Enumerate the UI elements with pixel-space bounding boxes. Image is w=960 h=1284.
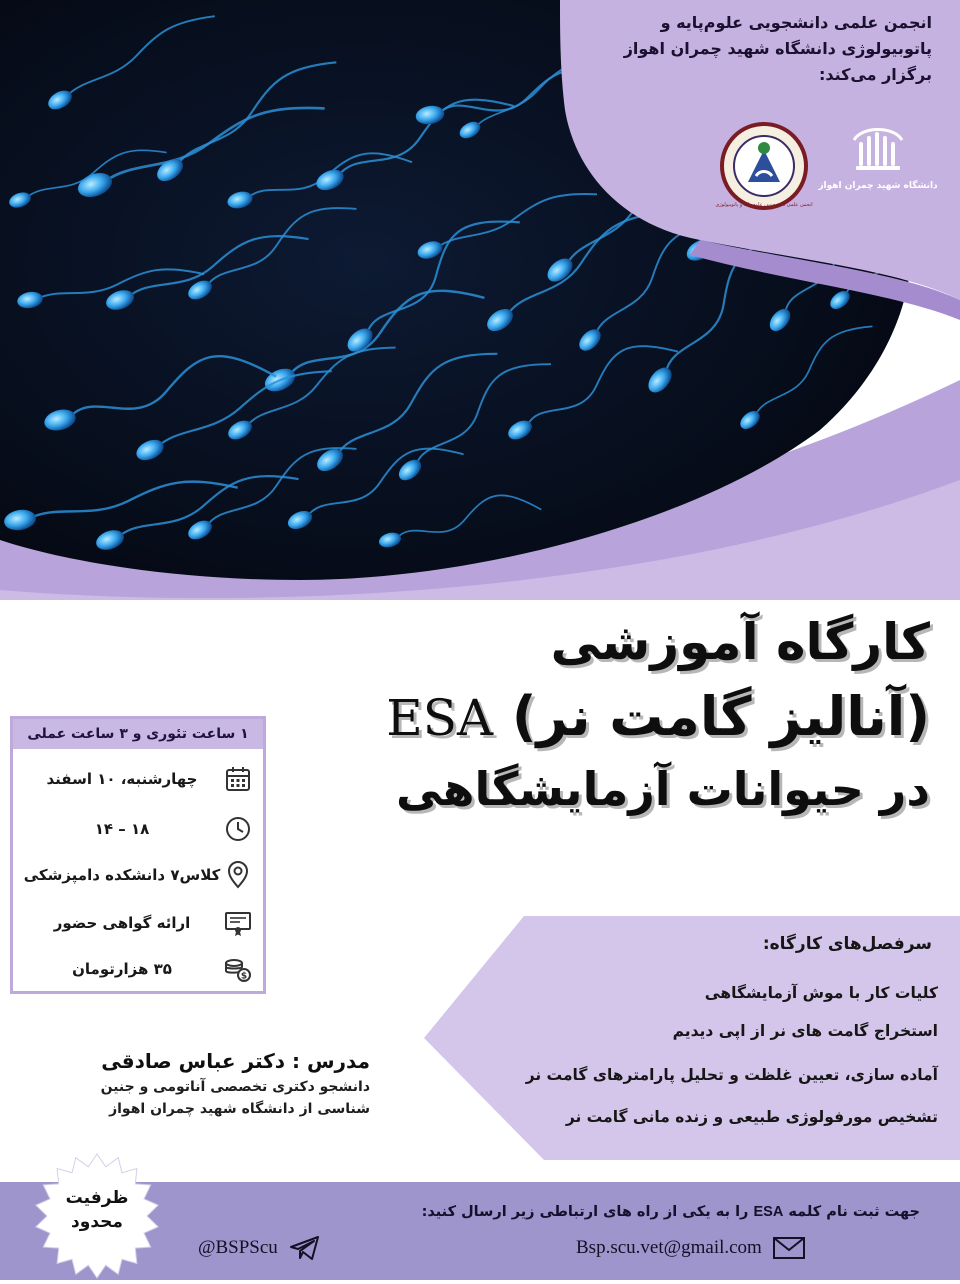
organizer-text (552, 10, 932, 88)
info-certificate: ارائه گواهی حضور (53, 914, 191, 932)
capacity-line-1: ظرفیت (65, 1188, 129, 1208)
registration-message-end: را به یکی از راه های ارتباطی زیر ارسال کنید: (421, 1204, 749, 1220)
telegram-handle[interactable]: @BSPScu (198, 1237, 278, 1258)
info-price-row (21, 949, 257, 989)
registration-message (422, 1204, 920, 1220)
organizer-line-3: برگزار می‌کند: (818, 65, 932, 84)
info-location: کلاس۷ دانشکده دامپزشکی (23, 866, 221, 884)
organizer-line-2: پاتوبیولوژی دانشگاه شهید چمران اهواز (623, 39, 932, 58)
title-acronym: ESA (386, 689, 494, 747)
info-location-row (21, 855, 257, 895)
syllabus-item: استخراج گامت های نر از اپی دیدیم (672, 1022, 938, 1040)
society-logo (715, 120, 813, 212)
capacity-badge-text (28, 1186, 166, 1234)
title-line-1: کارگاه آموزشی (550, 613, 930, 671)
organizer-line-1: انجمن علمی دانشجویی علوم‌پایه و (660, 13, 932, 32)
society-logo-text: انجمن علمی دانشجویی علوم پایه و پاتوبیولوژی (715, 202, 813, 208)
calendar-icon (223, 764, 253, 794)
hero-image (0, 0, 960, 600)
workshop-title (330, 606, 930, 821)
syllabus-item: تشخیص مورفولوژی طبیعی و زنده مانی گامت نر (565, 1108, 938, 1126)
envelope-icon (772, 1234, 806, 1262)
syllabus-item: کلیات کار با موش آزمایشگاهی (704, 984, 938, 1002)
syllabus-title: سرفصل‌های کارگاه: (762, 934, 932, 954)
capacity-line-2: محدود (71, 1212, 123, 1232)
university-logo-text: دانشگاه شهید چمران اهواز (818, 181, 938, 191)
instructor-block (40, 1046, 370, 1120)
info-price: ۳۵ هزارتومان (72, 960, 172, 978)
email-contact[interactable] (576, 1234, 806, 1262)
location-pin-icon (223, 860, 253, 890)
info-heading: ۱ ساعت تئوری و ۳ ساعت عملی (13, 719, 263, 749)
syllabus-item: آماده سازی، تعیین غلظت و تحلیل پارامترهای گامت نر (525, 1066, 938, 1084)
info-date-row (21, 759, 257, 799)
instructor-desc-2: شناسی از دانشگاه شهید چمران اهواز (109, 1101, 370, 1117)
registration-message-start: جهت ثبت نام کلمه (788, 1204, 920, 1220)
info-certificate-row (21, 903, 257, 943)
sperm-cells-illustration (0, 0, 960, 600)
info-date: چهارشنبه، ۱۰ اسفند (46, 770, 198, 788)
title-line-3: در حیوانات آزمایشگاهی (396, 762, 930, 816)
info-box (10, 716, 266, 994)
title-line-2 (330, 678, 930, 757)
telegram-contact[interactable] (198, 1234, 322, 1262)
registration-keyword: ESA (753, 1204, 784, 1220)
instructor-name: مدرس : دکتر عباس صادقی (101, 1049, 370, 1073)
university-logo (818, 120, 938, 212)
info-time-row (21, 809, 257, 849)
certificate-icon (223, 908, 253, 938)
money-icon (223, 954, 253, 984)
email-address[interactable]: Bsp.scu.vet@gmail.com (576, 1237, 762, 1258)
info-time: ۱۸ – ۱۴ (94, 820, 150, 838)
svg-text:$: $ (240, 971, 248, 982)
clock-icon (223, 814, 253, 844)
telegram-icon (288, 1234, 322, 1262)
title-subject: (آنالیز گامت نر) (511, 685, 930, 748)
instructor-desc-1: دانشجو دکتری تخصصی آناتومی و جنین (100, 1079, 370, 1095)
